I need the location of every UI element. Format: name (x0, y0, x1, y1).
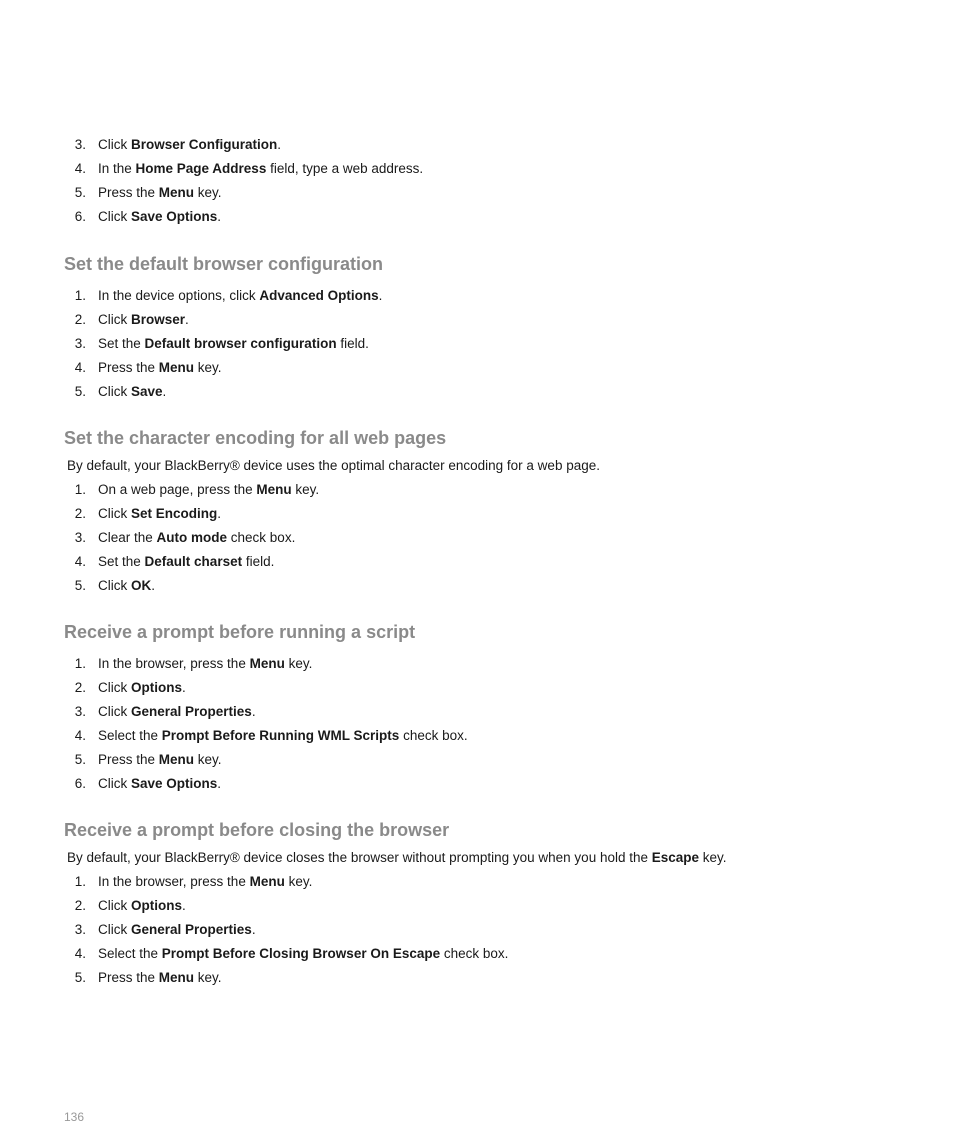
ui-term: Menu (158, 360, 195, 375)
step-text: Select the Prompt Before Running WML Scripts check box. (98, 728, 468, 743)
step-number: 4. (74, 161, 86, 176)
ui-term: Default charset (144, 554, 243, 569)
section-prompt-closing-browser (0, 870, 508, 990)
step-number: 5. (74, 185, 86, 200)
ui-term: Save Options (131, 776, 218, 791)
step-text: Click Set Encoding. (98, 506, 222, 521)
step-text: In the device options, click Advanced Options. (98, 288, 383, 303)
ui-term: Save (131, 384, 163, 399)
list-item (0, 308, 382, 332)
ui-term: Options (131, 898, 182, 913)
step-text: Press the Menu key. (98, 970, 222, 985)
step-text: Click Options. (98, 680, 186, 695)
step-number: 5. (74, 970, 86, 985)
step-number: 2. (74, 680, 86, 695)
section-character-encoding (0, 478, 319, 598)
step-list (0, 478, 319, 598)
list-item (0, 724, 468, 748)
list-item (0, 918, 508, 942)
ui-term: Menu (249, 874, 285, 889)
step-text: Click General Properties. (98, 922, 256, 937)
step-text: Press the Menu key. (98, 752, 222, 767)
ui-term: Prompt Before Running WML Scripts (161, 728, 400, 743)
ui-term: Default browser configuration (144, 336, 337, 351)
list-item (0, 942, 508, 966)
ui-term: Options (131, 680, 182, 695)
step-text: Click Save Options. (98, 209, 222, 224)
ui-term: Advanced Options (259, 288, 379, 303)
list-item (0, 502, 319, 526)
ui-term: General Properties (131, 704, 252, 719)
list-item (0, 526, 319, 550)
ui-term: Menu (158, 752, 195, 767)
step-list (0, 652, 468, 796)
step-text: Press the Menu key. (98, 360, 222, 375)
list-item (0, 966, 508, 990)
step-number: 5. (74, 752, 86, 767)
steps-continued (0, 133, 423, 229)
step-text: Set the Default browser configuration field. (98, 336, 369, 351)
list-item (0, 652, 468, 676)
ui-term: Set Encoding (131, 506, 218, 521)
ui-term: General Properties (131, 922, 252, 937)
ui-term: Escape (651, 850, 700, 865)
page-number: 136 (64, 1110, 85, 1124)
ui-term: Browser Configuration (131, 137, 278, 152)
step-list (0, 133, 423, 229)
ui-term: Save Options (131, 209, 218, 224)
step-number: 3. (74, 922, 86, 937)
section-heading-default-browser-config: Set the default browser configuration (64, 254, 384, 274)
ui-term: Prompt Before Closing Browser On Escape (161, 946, 441, 961)
step-text: Clear the Auto mode check box. (98, 530, 296, 545)
list-item (0, 157, 423, 181)
list-item (0, 894, 508, 918)
list-item (0, 700, 468, 724)
list-item (0, 772, 468, 796)
step-text: In the browser, press the Menu key. (98, 656, 313, 671)
section-heading-prompt-closing-browser: Receive a prompt before closing the browser (64, 820, 450, 840)
step-text: Click OK. (98, 578, 156, 593)
ui-term: Menu (249, 656, 285, 671)
ui-term: Home Page Address (135, 161, 267, 176)
step-number: 3. (74, 137, 86, 152)
step-number: 5. (74, 384, 86, 399)
ui-term: Menu (158, 185, 195, 200)
step-number: 4. (74, 946, 86, 961)
step-text: Select the Prompt Before Closing Browser On Escape check box. (98, 946, 509, 961)
list-item (0, 748, 468, 772)
section-heading-prompt-running-script: Receive a prompt before running a script (64, 622, 416, 642)
section-prompt-running-script (0, 652, 468, 796)
list-item (0, 356, 382, 380)
step-number: 1. (74, 288, 86, 303)
list-item (0, 332, 382, 356)
step-number: 4. (74, 554, 86, 569)
section-default-browser-config (0, 284, 382, 404)
list-item (0, 133, 423, 157)
step-text: In the browser, press the Menu key. (98, 874, 313, 889)
list-item (0, 205, 423, 229)
step-text: Click Options. (98, 898, 186, 913)
step-list (0, 870, 508, 990)
list-item (0, 478, 319, 502)
list-item (0, 574, 319, 598)
list-item (0, 284, 382, 308)
step-number: 2. (74, 506, 86, 521)
step-number: 4. (74, 728, 86, 743)
ui-term: Menu (256, 482, 292, 497)
list-item (0, 380, 382, 404)
step-number: 3. (74, 530, 86, 545)
step-list (0, 284, 382, 404)
step-text: On a web page, press the Menu key. (98, 482, 320, 497)
ui-term: Browser (131, 312, 186, 327)
section-heading-character-encoding: Set the character encoding for all web pages (64, 428, 447, 448)
step-number: 3. (74, 336, 86, 351)
list-item (0, 181, 423, 205)
step-number: 1. (74, 482, 86, 497)
step-text: Set the Default charset field. (98, 554, 275, 569)
step-number: 1. (74, 656, 86, 671)
step-number: 2. (74, 898, 86, 913)
step-number: 5. (74, 578, 86, 593)
step-text: Click Browser Configuration. (98, 137, 282, 152)
step-text: Click Save. (98, 384, 167, 399)
ui-term: Auto mode (156, 530, 228, 545)
ui-term: Menu (158, 970, 195, 985)
section-intro-character-encoding: By default, your BlackBerry® device uses the optimal character encoding for a web page. (67, 458, 600, 473)
step-number: 2. (74, 312, 86, 327)
step-text: In the Home Page Address field, type a web address. (98, 161, 424, 176)
step-number: 1. (74, 874, 86, 889)
step-text: Press the Menu key. (98, 185, 222, 200)
section-intro-prompt-closing-browser: By default, your BlackBerry® device closes the browser without prompting you when you hold the Escape key. (67, 850, 727, 865)
step-number: 4. (74, 360, 86, 375)
step-text: Click General Properties. (98, 704, 256, 719)
step-text: Click Browser. (98, 312, 189, 327)
step-number: 6. (74, 776, 86, 791)
ui-term: OK (131, 578, 152, 593)
step-number: 6. (74, 209, 86, 224)
step-text: Click Save Options. (98, 776, 222, 791)
list-item (0, 676, 468, 700)
list-item (0, 550, 319, 574)
step-number: 3. (74, 704, 86, 719)
list-item (0, 870, 508, 894)
